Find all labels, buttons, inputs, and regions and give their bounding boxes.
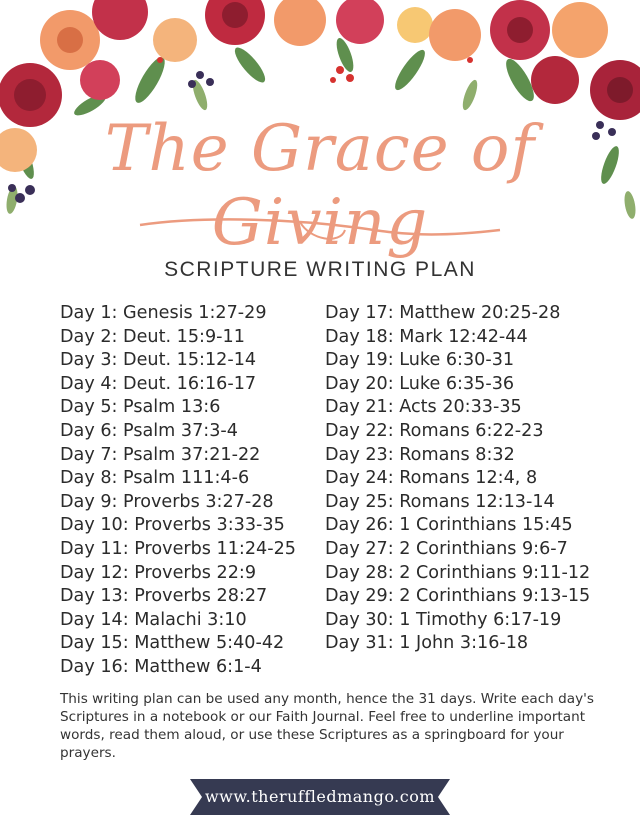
title-swash (130, 190, 510, 250)
plan-day: Day 13: Proverbs 28:27 (60, 586, 268, 607)
plan-instructions: This writing plan can be used any month, hence the 31 days. Write each day's Scriptures in a notebook or our Faith Journal. Feel free to underline important words, read them aloud, or use these Scriptures as a springboard for your prayers. (60, 691, 594, 761)
page-title: The Grace of Giving (104, 112, 536, 260)
plan-day: Day 23: Romans 8:32 (325, 444, 515, 465)
plan-day: Day 2: Deut. 15:9-11 (60, 326, 245, 347)
plan-day: Day 30: 1 Timothy 6:17-19 (325, 609, 562, 630)
plan-day: Day 31: 1 John 3:16-18 (325, 633, 529, 654)
plan-day: Day 3: Deut. 15:12-14 (60, 350, 257, 371)
plan-day: Day 17: Matthew 20:25-28 (325, 303, 561, 323)
plan-day: Day 12: Proverbs 22:9 (60, 562, 257, 583)
plan-day: Day 14: Malachi 3:10 (60, 609, 247, 630)
plan-day: Day 5: Psalm 13:6 (60, 397, 221, 418)
plan-day: Day 28: 2 Corinthians 9:11-12 (325, 562, 591, 583)
plan-day: Day 9: Proverbs 3:27-28 (60, 491, 274, 512)
page-subtitle: SCRIPTURE WRITING PLAN (164, 258, 476, 281)
plan-column-left (60, 302, 296, 680)
plan-day: Day 18: Mark 12:42-44 (325, 326, 528, 347)
website-link[interactable]: www.theruffledmango.com (204, 787, 436, 806)
plan-day: Day 21: Acts 20:33-35 (325, 397, 522, 418)
plan-day: Day 8: Psalm 111:4-6 (60, 468, 250, 489)
plan-column-right (325, 302, 590, 656)
plan-day: Day 24: Romans 12:4, 8 (325, 468, 538, 489)
plan-day: Day 26: 1 Corinthians 15:45 (325, 515, 573, 536)
plan-day: Day 27: 2 Corinthians 9:6-7 (325, 538, 568, 559)
plan-day: Day 25: Romans 12:13-14 (325, 491, 555, 512)
plan-day: Day 4: Deut. 16:16-17 (60, 373, 257, 394)
plan-day: Day 20: Luke 6:35-36 (325, 373, 515, 394)
plan-day: Day 22: Romans 6:22-23 (325, 420, 544, 441)
plan-day: Day 19: Luke 6:30-31 (325, 350, 515, 371)
plan-day: Day 15: Matthew 5:40-42 (60, 633, 285, 654)
plan-day: Day 7: Psalm 37:21-22 (60, 444, 261, 465)
plan-day: Day 11: Proverbs 11:24-25 (60, 538, 296, 559)
plan-day: Day 16: Matthew 6:1-4 (60, 656, 262, 677)
plan-day: Day 10: Proverbs 3:33-35 (60, 515, 285, 536)
plan-day: Day 6: Psalm 37:3-4 (60, 420, 238, 441)
plan-day: Day 29: 2 Corinthians 9:13-15 (325, 586, 591, 607)
plan-day: Day 1: Genesis 1:27-29 (60, 303, 267, 323)
